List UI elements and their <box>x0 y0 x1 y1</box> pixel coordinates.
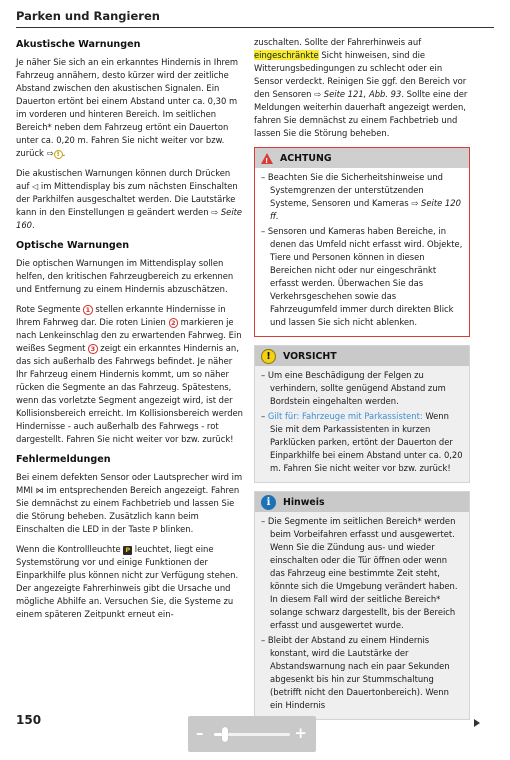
caution-box <box>254 345 470 483</box>
list-item: – Um eine Beschädigung der Felgen zu verhindern, sollte genügend Abstand zum Bordstein eingehalten werden. <box>261 370 446 406</box>
zoom-out-button[interactable]: – <box>196 724 204 742</box>
paragraph-text: zuschalten. Sollte der Fahrerhinweis auf <box>254 37 422 47</box>
warning-box-body <box>255 168 469 336</box>
paragraph-text: Wenn Sie mit dem Parkassistenten in kurzen Parklücken parken, ertönt der Dauerton der Einparkhilfe bei einem Abstand unter ca. 0,20 m. Fahren Sie nicht weiter vor bzw. zurück! <box>270 411 463 473</box>
caution-icon: ! <box>261 349 276 364</box>
callout-2-icon: 2 <box>169 318 179 328</box>
settings-icon: ⊟ <box>127 208 134 217</box>
zoom-control <box>188 716 316 752</box>
page-number: 150 <box>16 713 42 727</box>
left-column <box>16 36 245 628</box>
paragraph-text: Bei einem defekten Sensor oder Lautsprecher wird im MMI <box>16 472 243 495</box>
caution-title: VORSICHT <box>283 350 337 362</box>
paragraph-text: Rote Segmente <box>16 304 84 314</box>
applies-to-label: Gilt für: Fahrzeuge mit Parkassistent: <box>267 411 423 421</box>
heading-fehlermeldungen: Fehlermeldungen <box>16 454 111 465</box>
warning-box-header <box>255 148 469 168</box>
list-item: – Sensoren und Kameras haben Bereiche, in denen das Umfeld nicht erfasst wird. Objekte, Tiere und Personen können in diesen Bereichen nicht oder nur eingeschränkt erfasst werden. Überwachen Sie das Verkehrsgeschehen sowie das Fahrzeugumfeld immer durch direkten Blick und lassen Sie sich nicht ablenken. <box>261 226 463 327</box>
paragraph-text: leuchtet, liegt eine Systemstörung vor und einige Funktionen der Einparkhilfe plus können nicht zur Verfügung stehen. Der angezeigte Fahrerhinweis gibt die Ursache und mögliche Abhilfe an. Versuchen Sie, die Systeme zu einem späteren Zeitpunkt erneut ein- <box>16 544 239 619</box>
caution-ref-icon[interactable]: ! <box>54 150 63 159</box>
paragraph-optical-1: Die optischen Warnungen im Mittendisplay sollen helfen, den kritischen Fahrzeugbereich zu erkennen und Entfernung zu einem Hindernis abzuschätzen. <box>16 258 234 294</box>
parking-warning-lamp-icon: P <box>125 546 131 554</box>
list-item: – Die Segmente im seitlichen Bereich* werden beim Vorbeifahren erfasst und ausgewertet. Wenn Sie die Zündung aus- und wieder einschalten oder die Tür öffnen oder wenn das Fahrzeug eine bestimmte Zeit steht, könnte sich die Umgebung verändert haben. In diesem Fall wird der seitliche Bereich* solange schwarz dargestellt, bis der Bereich erfasst und ausgewertet wurde. <box>261 516 458 630</box>
paragraph-errors-2 <box>16 543 245 621</box>
right-column <box>254 36 470 728</box>
paragraph-errors-1 <box>16 471 245 536</box>
paragraph-errors-continued <box>254 36 470 140</box>
parking-button-icon: P <box>152 525 158 534</box>
arrow-icon: ⇨ <box>46 148 54 158</box>
paragraph-text: geändert werden <box>134 207 212 217</box>
heading-optische-warnungen: Optische Warnungen <box>16 240 130 251</box>
note-title: Hinweis <box>283 496 325 508</box>
paragraph-optical-2 <box>16 303 245 446</box>
zoom-slider-handle[interactable] <box>222 727 228 742</box>
list-item <box>261 171 463 223</box>
paragraph-acoustic-1: Je näher Sie sich an ein erkanntes Hindernis in Ihrem Fahrzeug annähern, desto kürzer wird der zeitliche Abstand zwischen den akustischen Signalen. Ein Dauerton ertönt bei einem Abstand unter ca. 0,30 m im vorderen und hinteren Bereich. Im seitlichen Bereich* neben dem Fahrzeug ertönt ein Dauerton unter ca. 0,20 m. Fahren Sie nicht weiter vor bzw. zurück ⇨ ! . <box>16 57 239 158</box>
heading-akustische-warnungen: Akustische Warnungen <box>16 39 141 50</box>
speaker-mute-icon: ◁ <box>32 182 39 191</box>
paragraph-text: – Beachten Sie die Sicherheitshinweise und Systemgrenzen der unterstützenden Systeme, Sensoren und Kameras <box>261 172 443 208</box>
continue-arrow-icon <box>474 719 480 727</box>
page-reference-link[interactable]: ⇨ Seite 120 ff. <box>270 198 461 221</box>
highlighted-text: eingeschränkte <box>254 50 319 60</box>
warning-triangle-icon: ! <box>261 153 273 164</box>
callout-1-icon: 1 <box>83 305 93 315</box>
list-item: – Bleibt der Abstand zu einem Hindernis konstant, wird die Lautstärke der Abstandswarnung nach ein paar Sekunden abgesenkt bis hin zur Stummschaltung (betrifft nicht den Dauertonbereich). Wenn ein Hindernis <box>261 635 450 710</box>
caution-box-header <box>255 346 469 366</box>
paragraph-text: . Sollte eine der Meldungen weiterhin dauerhaft angezeigt werden, fahren Sie demnächst zu einem Fachbetrieb und lassen Sie die Störung beheben. <box>254 89 468 138</box>
sensor-fault-icon: ⋈ <box>35 486 44 495</box>
paragraph-text: im entsprechenden Bereich angezeigt. Fahren Sie demnächst zu einem Fachbetrieb und lassen Sie die Störung beheben. Zusätzlich kann beim Einschalten die LED in der Taste <box>16 485 240 534</box>
paragraph-text: blinken. <box>157 524 194 534</box>
callout-3-icon: 3 <box>88 344 98 354</box>
caution-box-body <box>255 366 469 482</box>
paragraph-text: Je näher Sie sich an ein erkanntes Hindernis in Ihrem Fahrzeug annähern, desto kürzer wird der zeitliche Abstand zwischen den akustischen Signalen. Ein Dauerton ertönt bei einem Abstand unter ca. 0,30 m im vorderen und hinteren Bereich. Im seitlichen Bereich* neben dem Fahrzeug ertönt ein Dauerton unter ca. 0,20 m. Fahren Sie nicht weiter vor bzw. zurück <box>16 57 239 158</box>
note-box-body <box>255 512 469 719</box>
page-reference-link[interactable]: ⇨ Seite 160 <box>16 207 243 230</box>
paragraph-text: zeigt ein erkanntes Hindernis an, das sich außerhalb des Fahrwegs befindet. Je näher Ihr Fahrzeug einem Hindernis kommt, um so näher rücken die Segmente an das Fahrzeug. Spätestens, wenn das vorletzte Segment angezeigt wird, ist der Kollisionsbereich erreicht. Im Kollisionsbereich werden Hindernisse - auch außerhalb des Fahrwegs - rot dargestellt. Fahren Sie nicht weiter vor bzw. zurück! <box>16 343 243 444</box>
warning-box <box>254 147 470 337</box>
page-header <box>16 6 494 28</box>
paragraph-text: Wenn die Kontrollleuchte <box>16 544 124 554</box>
paragraph-acoustic-2 <box>16 167 245 232</box>
paragraph-text: Die akustischen Warnungen können durch Drücken auf <box>16 168 231 191</box>
paragraph-text: im Mittendisplay bis zum nächsten Einschalten der Parkhilfen ausgeschaltet werden. Die Lautstärke kann in den Einstellungen <box>16 181 238 217</box>
list-item: – Gilt für: Fahrzeuge mit Parkassistent: Wenn Sie mit dem Parkassistenten in kurzen Parklücken parken, ertönt der Dauerton der Einparkhilfe bei einem Abstand unter ca. 0,20 m. Fahren Sie nicht weiter vor bzw. zurück! <box>261 411 463 473</box>
chapter-title: Parken und Rangieren <box>16 9 160 23</box>
paragraph-text: . <box>32 220 35 230</box>
zoom-in-button[interactable]: + <box>294 724 307 742</box>
paragraph-text: stellen erkannte Hindernisse in Ihrem Fahrweg dar. Die roten Linien <box>16 304 226 327</box>
warning-title: ACHTUNG <box>280 152 332 164</box>
paragraph-text: Sicht hinweisen, sind die Witterungsbedingungen zu schlecht oder ein Sensor verdeckt. Reinigen Sie ggf. den Bereich vor den Sensoren <box>254 50 467 99</box>
info-icon: i <box>261 495 276 510</box>
page-reference-link[interactable]: ⇨ Seite 121, Abb. 93 <box>314 89 402 99</box>
note-box <box>254 491 470 720</box>
note-box-header <box>255 492 469 512</box>
zoom-slider[interactable] <box>214 733 290 736</box>
paragraph-text: markieren je nach Lenkeinschlag den zu erwartenden Fahrweg. Ein weißes Segment <box>16 317 242 353</box>
